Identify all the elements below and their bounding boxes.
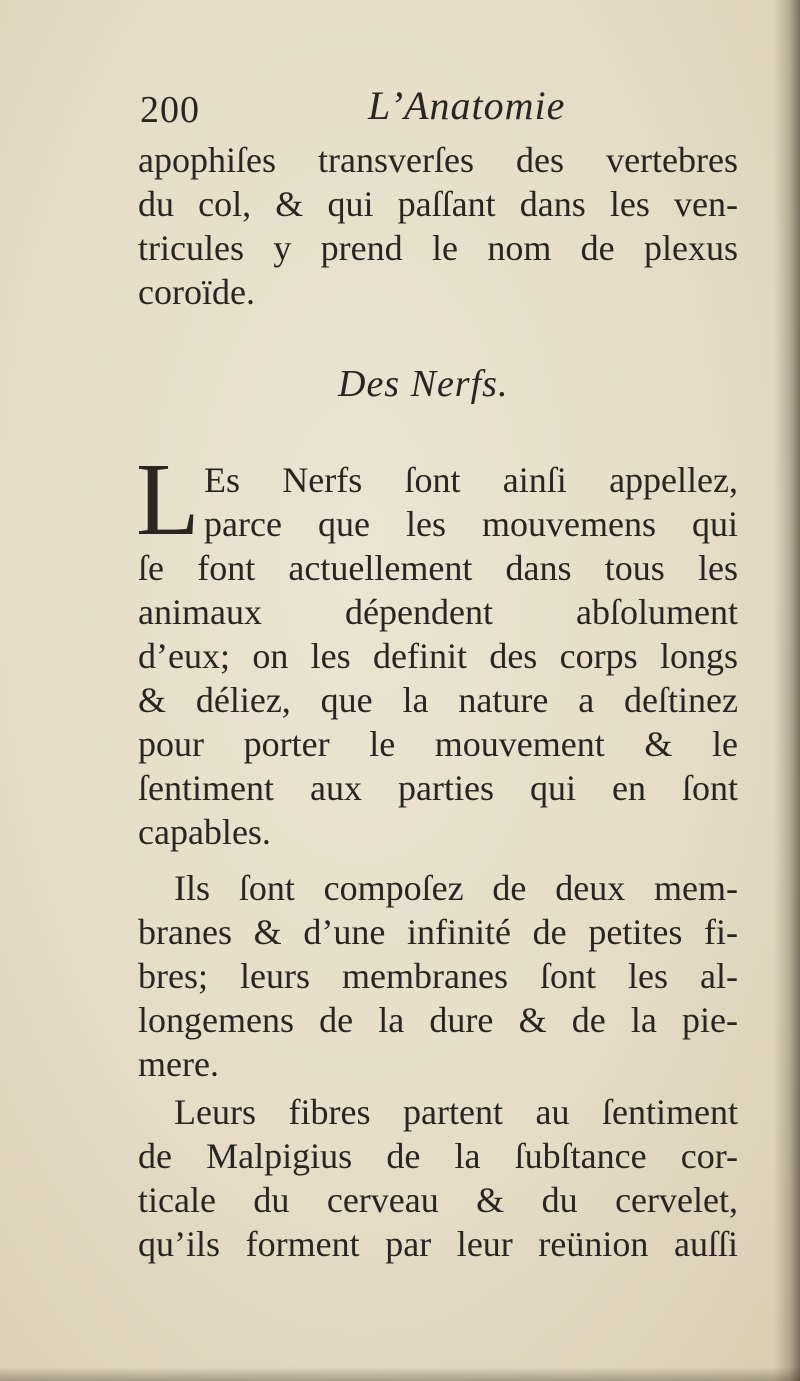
- section-heading: Des Nerfs.: [338, 363, 509, 405]
- text-line: Leurs fibres partent au ſentiment: [174, 1092, 738, 1132]
- text-line: tricules y prend le nom de plexus: [138, 228, 738, 268]
- text-line: apophiſes transverſes des vertebres: [138, 140, 738, 180]
- page-number: 200: [140, 89, 200, 131]
- text-line: & déliez, que la nature a deſtinez: [138, 680, 738, 720]
- text-line: qu’ils forment par leur reünion auſſi: [138, 1224, 738, 1264]
- text-line: Es Nerfs ſont ainſi appellez,: [204, 460, 738, 500]
- text-line: de Malpigius de la ſubſtance cor-: [138, 1136, 738, 1176]
- page-header: [140, 82, 760, 132]
- text-line: pour porter le mouvement & le: [138, 724, 738, 764]
- running-title: L’Anatomie: [368, 83, 566, 128]
- text-line: d’eux; on les definit des corps longs: [138, 636, 738, 676]
- text-line: animaux dépendent abſolument: [138, 592, 738, 632]
- text-line: coroïde.: [138, 272, 255, 312]
- text-line: ſentiment aux parties qui en ſont: [138, 768, 738, 808]
- continuation-text: [138, 138, 738, 314]
- text-line: longemens de la dure & de la pie-: [138, 1000, 738, 1040]
- text-line: bres; leurs membranes ſont les al-: [138, 956, 738, 996]
- page-gutter-shadow: [774, 0, 800, 1381]
- paragraph: [138, 458, 738, 854]
- paragraph: [138, 1090, 738, 1266]
- text-line: ticale du cerveau & du cervelet,: [138, 1180, 738, 1220]
- text-line: du col, & qui paſſant dans les ven-: [138, 184, 738, 224]
- text-line: branes & d’une infinité de petites fi-: [138, 912, 738, 952]
- page-bottom-shadow: [0, 1367, 800, 1381]
- text-line: Ils ſont compoſez de deux mem-: [174, 868, 738, 908]
- text-line: capables.: [138, 812, 271, 852]
- text-line: parce que les mouvemens qui: [204, 504, 738, 544]
- text-line: mere.: [138, 1044, 219, 1084]
- drop-cap: L: [136, 442, 200, 557]
- paragraph: [138, 866, 738, 1086]
- text-line: ſe font actuellement dans tous les: [138, 548, 738, 588]
